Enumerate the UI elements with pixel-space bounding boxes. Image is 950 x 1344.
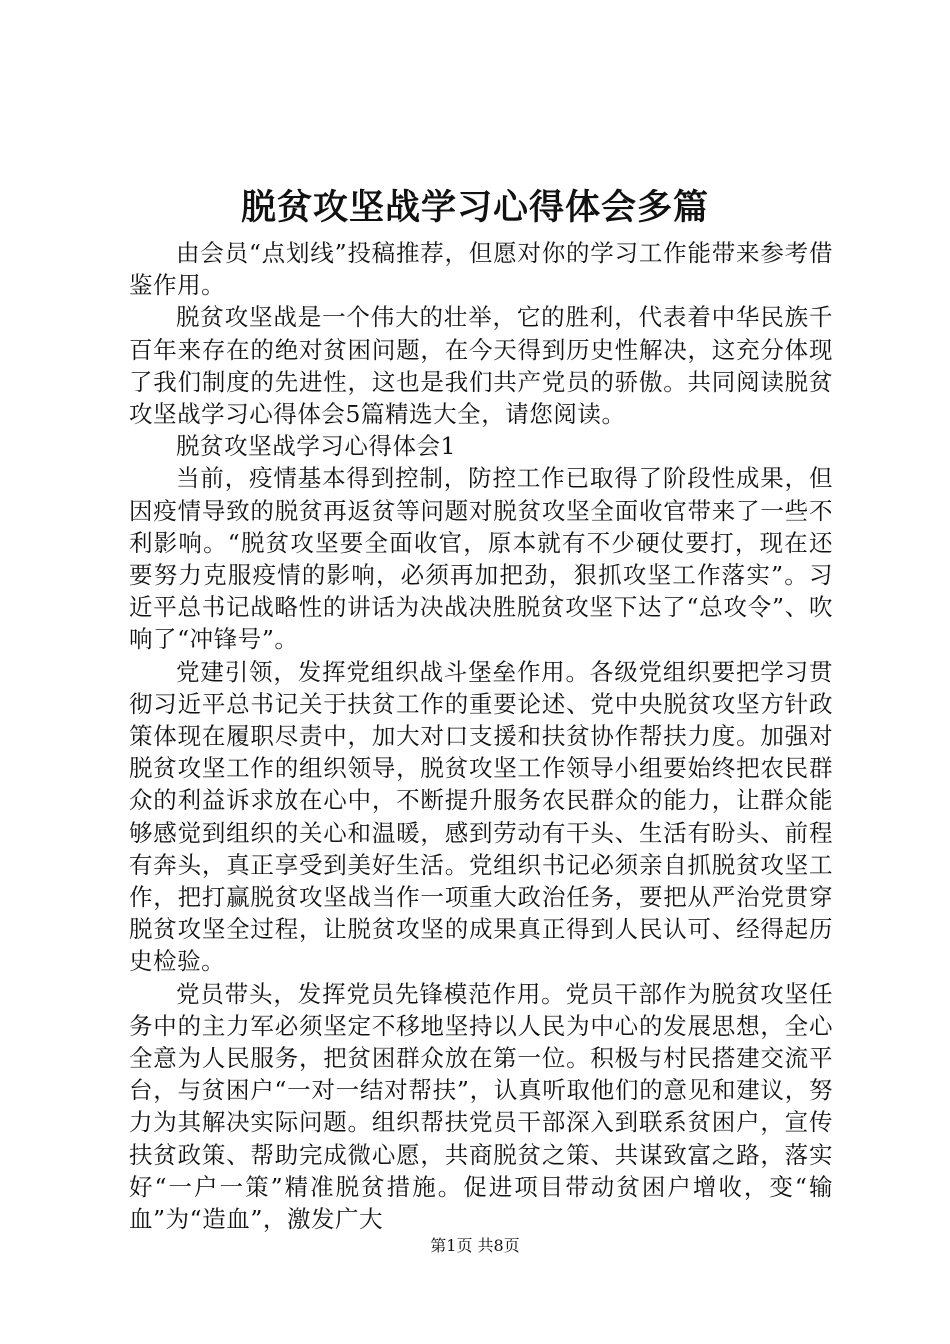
paragraph-summary: 脱贫攻坚战是一个伟大的壮举，它的胜利，代表着中华民族千百年来存在的绝对贫困问题，在今天得到历史性解决，这充分体现了我们制度的先进性，这也是我们共产党员的骄傲。共同阅读脱贫攻坚战学习心得体会5篇精选大全，请您阅读。: [129, 303, 833, 429]
paragraph-body: 当前，疫情基本得到控制，防控工作已取得了阶段性成果，但因疫情导致的脱贫再返贫等问题对脱贫攻坚全面收官带来了一些不利影响。“脱贫攻坚要全面收官，原本就有不少硬仗要打，现在还要努力克服疫情的影响，必须再加把劲，狠抓攻坚工作落实”。习近平总书记战略性的讲话为决战决胜脱贫攻坚下达了“总攻令”、吹响了“冲锋号”。: [129, 464, 833, 654]
page-footer: 第1页 共8页: [430, 1236, 520, 1255]
section-heading: 脱贫攻坚战学习心得体会1: [176, 432, 457, 461]
document-title: 脱贫攻坚战学习心得体会多篇: [240, 187, 709, 228]
document-body: [129, 237, 833, 1235]
paragraph-intro: 由会员“点划线”投稿推荐，但愿对你的学习工作能带来参考借鉴作用。: [129, 239, 833, 300]
paragraph-body: 党员带头，发挥党员先锋模范作用。党员干部作为脱贫攻坚任务中的主力军必须坚定不移地坚持以人民为中心的发展思想，全心全意为人民服务，把贫困群众放在第一位。积极与村民搭建交流平台，与贫困户“一对一结对帮扶”，认真听取他们的意见和建议，努力为其解决实际问题。组织帮扶党员干部深入到联系贫困户，宣传扶贫政策、帮助完成微心愿，共商脱贫之策、共谋致富之路，落实好“一户一策”精准脱贫措施。促进项目带动贫困户增收，变“输血”为“造血”，激发广大: [129, 979, 833, 1234]
paragraph-body: 党建引领，发挥党组织战斗堡垒作用。各级党组织要把学习贯彻习近平总书记关于扶贫工作的重要论述、党中央脱贫攻坚方针政策体现在履职尽责中，加大对口支援和扶贫协作帮扶力度。加强对脱贫攻坚工作的组织领导，脱贫攻坚工作领导小组要始终把农民群众的利益诉求放在心中，不断提升服务农民群众的能力，让群众能够感觉到组织的关心和温暖，感到劳动有干头、生活有盼头、前程有奔头，真正享受到美好生活。党组织书记必须亲自抓脱贫攻坚工作，把打赢脱贫攻坚战当作一项重大政治任务，要把从严治党贯穿脱贫攻坚全过程，让脱贫攻坚的成果真正得到人民认可、经得起历史检验。: [129, 657, 833, 976]
